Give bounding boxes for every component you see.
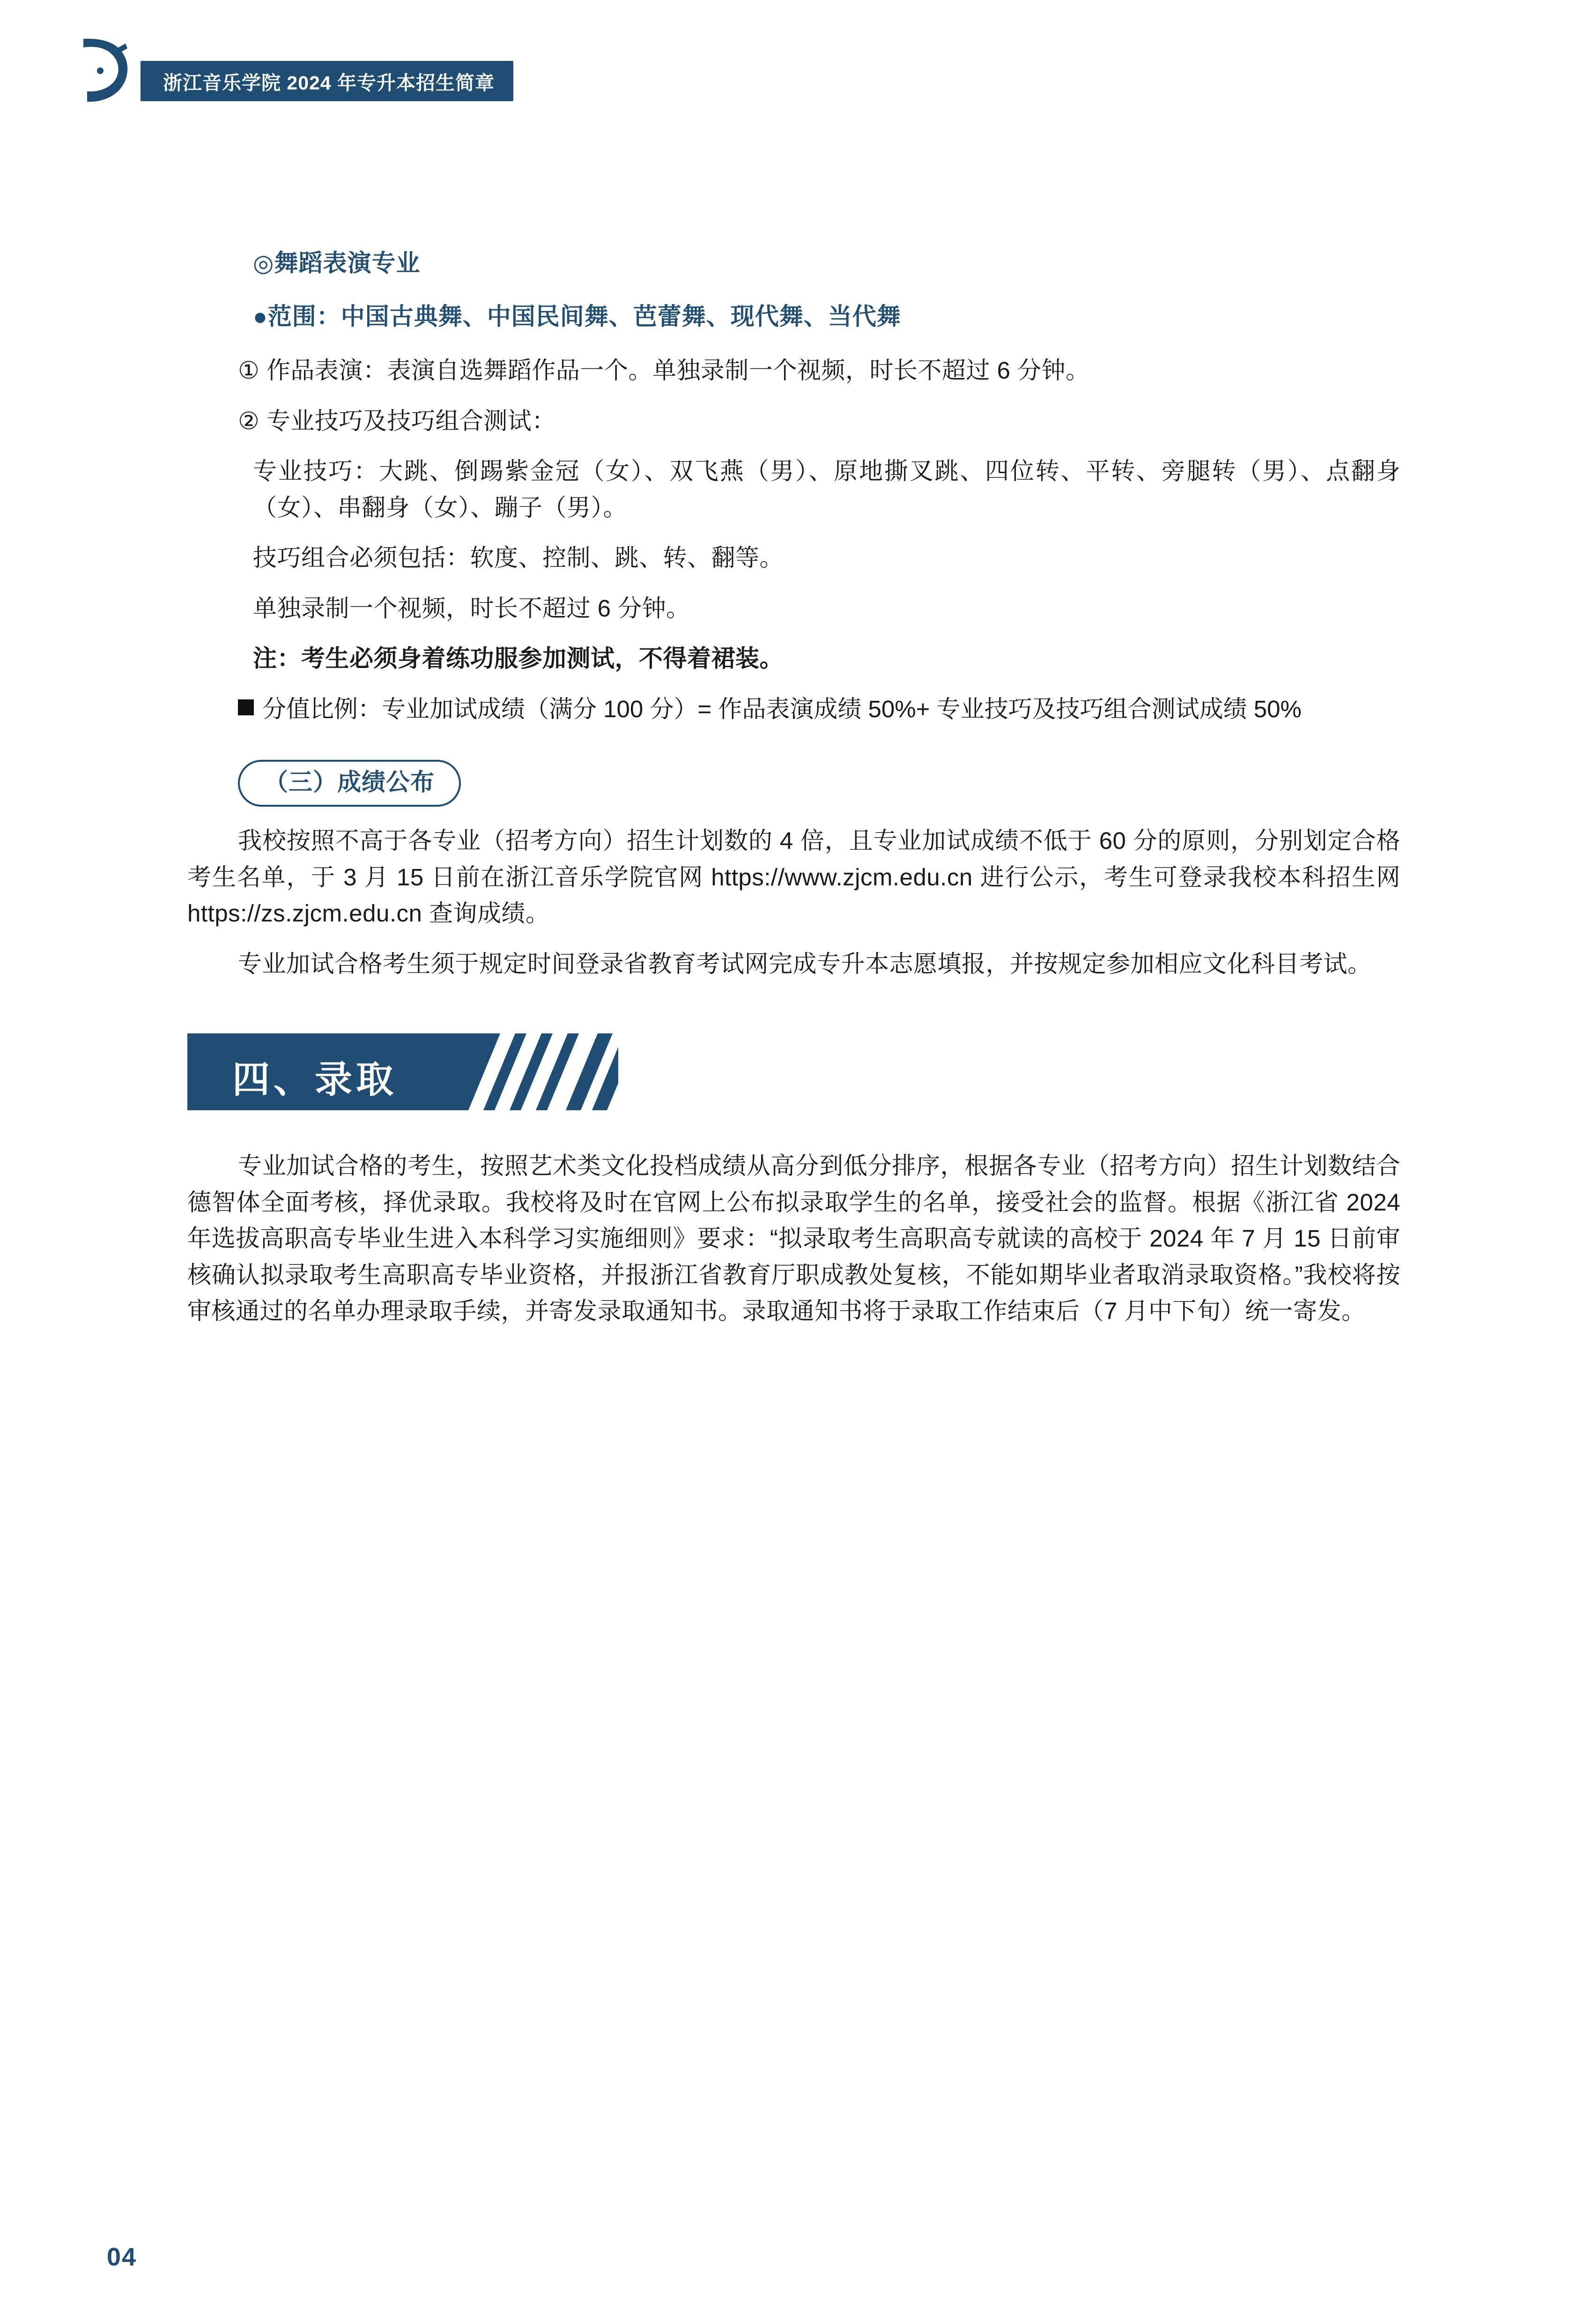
slash-decoration-icon [450,1033,618,1110]
score-rule [187,691,1400,728]
list-item: ② 专业技巧及技巧组合测试： [238,407,556,434]
list-item: 技巧组合必须包括：软度、控制、跳、转、翻等。 [253,544,784,572]
list-item: 专业技巧：大跳、倒踢紫金冠（女）、双飞燕（男）、原地撕叉跳、四位转、平转、旁腿转（男）、点翻身（女）、串翻身（女）、蹦子（男）。 [253,458,1400,521]
square-bullet-icon [238,699,254,715]
major-heading: ◎舞蹈表演专业 [253,250,421,276]
list-item-note: 注：考生必须身着练功服参加测试，不得着裙装。 [253,645,784,672]
scope-heading: ●范围：中国古典舞、中国民间舞、芭蕾舞、现代舞、当代舞 [253,303,901,330]
header-title: 浙江音乐学院 2024 年专升本招生简章 [163,72,495,94]
result-paragraph: 专业加试合格考生须于规定时间登录省教育考试网完成专升本志愿填报，并按规定参加相应文化科目考试。 [238,950,1372,977]
page-header [0,0,1577,141]
score-rule-text: 分值比例：专业加试成绩（满分 100 分）= 作品表演成绩 50%+ 专业技巧及技巧组合测试成绩 50% [262,695,1302,722]
page-number: 04 [107,2243,137,2271]
section-banner-title: 四、录取 [232,1060,397,1101]
list-item: ① 作品表演：表演自选舞蹈作品一个。单独录制一个视频，时长不超过 6 分钟。 [238,357,1090,384]
admission-paragraph: 专业加试合格的考生，按照艺术类文化投档成绩从高分到低分排序，根据各专业（招考方向）招生计划数结合德智体全面考核，择优录取。我校将及时在官网上公布拟录取学生的名单，接受社会的监督。根据《浙江省 2024 年选拔高职高专毕业生进入本科学习实施细则》要求：“拟录取考生高职高专就读的高校于 2024 年 7 月 15 日前审核确认拟录取考生高职高专毕业资格，并报浙江省教育厅职成教处复核，不能如期毕业者取消录取资格。”我校将按审核通过的名单办理录取手续，并寄发录取通知书。录取通知书将于录取工作结束后（7 月中下旬）统一寄发。 [187,1152,1400,1325]
result-paragraph: 我校按照不高于各专业（招考方向）招生计划数的 4 倍，且专业加试成绩不低于 60 分的原则，分别划定合格考生名单，于 3 月 15 日前在浙江音乐学院官网 https://www.zjcm.edu.cn 进行公示，考生可登录我校本科招生网 https://zs.zjcm.edu.cn 查询成绩。 [187,827,1400,927]
section-banner [187,1033,618,1110]
page-content [187,244,1400,1344]
list-item: 单独录制一个视频，时长不超过 6 分钟。 [253,594,690,622]
subsection-label: （三）成绩公布 [238,760,461,807]
school-emblem-icon [79,35,143,105]
header-title-band [141,61,513,101]
